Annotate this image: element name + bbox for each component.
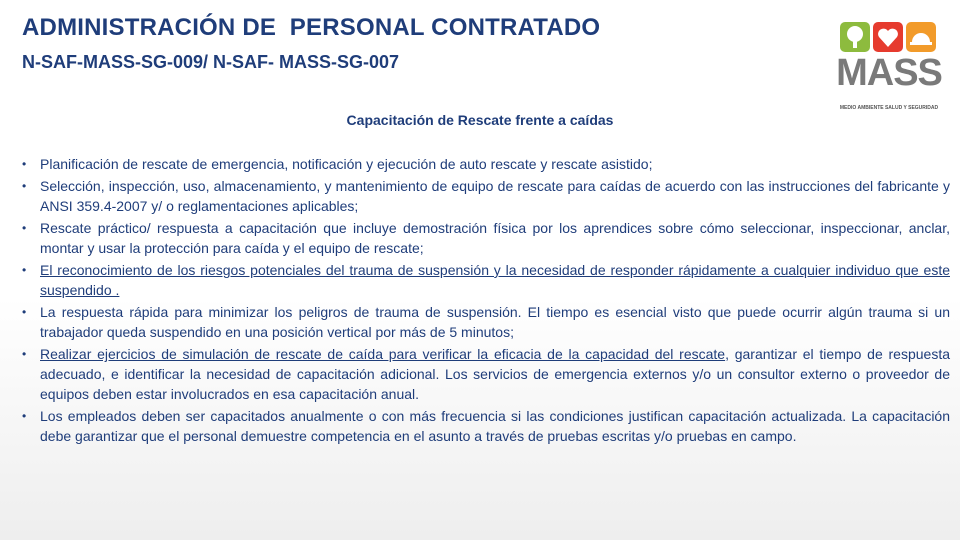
list-item: • Los empleados deben ser capacitados anualmente o con más frecuencia si las condiciones justifican capacitación actualizada. La capacitación debe garantizar que el personal demuestre competencia en el asunto a través de pruebas escritas y/o pruebas en campo. bbox=[22, 408, 950, 444]
list-item: • Realizar ejercicios de simulación de rescate de caída para verificar la eficacia de la capacidad del rescate, garantizar el tiempo de respuesta adecuado, e identificar la necesidad de capacitación adicional. Los servicios de emergencia externos y/o un consultor externo o proveedor de equipos deben estar involucrados en esa capacitación anual. bbox=[22, 346, 950, 402]
list-item: • El reconocimiento de los riesgos potenciales del trauma de suspensión y la necesidad de responder rápidamente a cualquier individuo que este suspendido . bbox=[22, 262, 950, 298]
document-code: N-SAF-MASS-SG-009/ N-SAF- MASS-SG-007 bbox=[22, 52, 400, 72]
logo-tagline: MEDIO AMBIENTE SALUD Y SEGURIDAD bbox=[839, 105, 939, 111]
logo-wordmark: MASS bbox=[836, 52, 942, 94]
list-item: • La respuesta rápida para minimizar los peligros de trauma de suspensión. El tiempo es esencial visto que puede ocurrir algún trauma si un trabajador queda suspendido en una posición vertical por más de 5 minutos; bbox=[22, 304, 950, 340]
bullet-icon: • bbox=[22, 221, 27, 235]
section-heading: Capacitación de Rescate frente a caídas bbox=[346, 112, 614, 128]
bullet-icon: • bbox=[22, 179, 27, 193]
bullet-list bbox=[22, 154, 950, 448]
bullet-icon: • bbox=[22, 409, 27, 423]
list-item: • Selección, inspección, uso, almacenamiento, y mantenimiento de equipo de rescate para caídas de acuerdo con las instrucciones del fabricante y ANSI 359.4-2007 y/ o reglamentaciones aplicables; bbox=[22, 178, 950, 214]
tree-icon bbox=[840, 22, 870, 52]
bullet-icon: • bbox=[22, 305, 27, 319]
list-item: • Planificación de rescate de emergencia, notificación y ejecución de auto rescate y rescate asistido; bbox=[22, 156, 653, 172]
heart-icon bbox=[873, 22, 903, 52]
bullet-icon: • bbox=[22, 157, 27, 171]
page-title: ADMINISTRACIÓN DE PERSONAL CONTRATADO bbox=[22, 14, 601, 41]
mass-logo bbox=[834, 22, 944, 124]
list-item: • Rescate práctico/ respuesta a capacitación que incluye demostración física por los aprendices sobre cómo seleccionar, inspeccionar, anclar, montar y usar la protección para caída y el equipo de rescate; bbox=[22, 220, 950, 256]
bullet-icon: • bbox=[22, 263, 27, 277]
hardhat-icon bbox=[906, 22, 936, 52]
bullet-icon: • bbox=[22, 347, 27, 361]
